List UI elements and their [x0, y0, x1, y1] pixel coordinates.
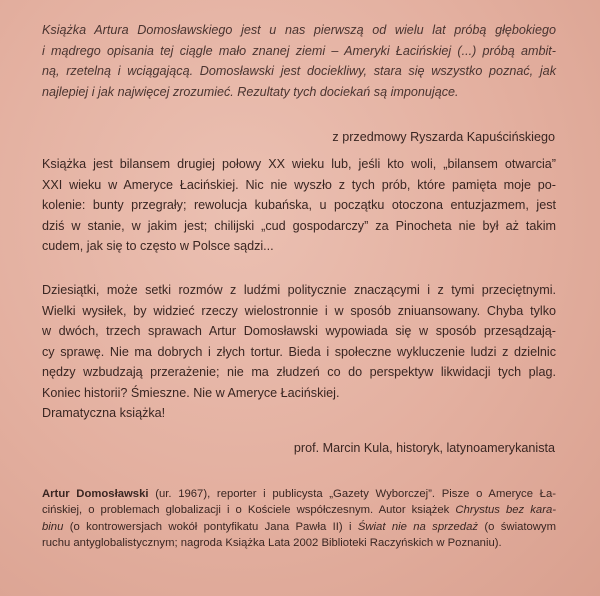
author-bio: [42, 486, 556, 551]
bio-line-3-end: (o światowym: [478, 520, 556, 533]
bio-line-1-text: (ur. 1967), reporter i publicysta „Gazety Wyborczej”. Pisze o Ameryce Ła-: [148, 488, 556, 500]
p1-line-3: kolenie: bunty przegrały; rewolucja kubańska, u początku otoczona entuzjazmem, jest: [42, 198, 556, 212]
quote-line-2: i mądrego opisania tej ciągle mało znanej ziemi – Ameryki Łacińskiej (...) próbą ambit-: [42, 43, 556, 58]
p1-line-5: cudem, jak się to często w Polsce sądzi...: [42, 239, 274, 253]
bio-line-3: [42, 519, 556, 535]
kula-signature: prof. Marcin Kula, historyk, latynoamerykanista: [293, 441, 555, 455]
bio-author-name: Artur Domosławski: [42, 488, 149, 500]
blurb-paragraph-2: [42, 280, 556, 424]
p2-line-7: Dramatyczna książka!: [42, 406, 166, 420]
p1-line-4: dziś w stanie, w jakim jest; chilijski „cud gospodarczy” za Pinocheta nie był aż takim: [42, 218, 556, 233]
bio-book-2: Świat nie na sprzedaż: [357, 520, 479, 533]
quote-attribution: z przedmowy Ryszarda Kapuścińskiego: [332, 130, 555, 144]
bio-line-2: [42, 502, 556, 518]
quote-line-1: Książka Artura Domosławskiego jest u nas pierwszą od wielu lat próbą głębokiego: [42, 23, 556, 37]
p2-line-3: w dwóch, trzech sprawach Artur Domosławski wypowiada się w sposób przesądzają-: [42, 324, 556, 338]
bio-line-4: ruchu antyglobalistycznym; nagroda Książka Lata 2002 Biblioteki Raczyńskich w Poznaniu).: [42, 536, 502, 549]
quote-line-3: ną, rzetelną i wciągającą. Domosławski jest dociekliwy, stara się wszystko poznać, jak: [42, 64, 556, 78]
p1-line-1: Książka jest bilansem drugiej połowy XX wieku lub, jeśli kto woli, „bilansem otwarcia”: [42, 157, 556, 171]
bio-book-1-part-a: Chrystus bez kara-: [455, 504, 556, 517]
blurb-paragraph-1: [42, 154, 556, 257]
p2-line-6: Koniec historii? Śmieszne. Nie w Ameryce Łacińskiej.: [42, 385, 340, 400]
bio-line-3-mid: (o kontrowersjach wokół pontyfikatu Jana Pawła II) i: [63, 520, 358, 533]
bio-line-2-text: cińskiej, o problemach globalizacji i o Kościele współczesnym. Autor książek: [42, 504, 456, 517]
bio-book-1-part-b: binu: [42, 520, 64, 533]
p2-line-1: Dziesiątki, może setki rozmów z ludźmi politycznie znaczącymi i z tymi przeciętnymi.: [42, 283, 556, 297]
p2-line-5: nędzy wzbudzają przerażenie; nie ma złudzeń co do perspektyw likwidacji tych plag.: [42, 365, 556, 379]
p2-line-4: cy sprawę. Nie ma dobrych i złych tortur. Bieda i społeczne wykluczenie ludzi z dzielnic: [42, 344, 556, 359]
quote-line-4: najlepiej i jak najwięcej zrozumieć. Rezultaty tych dociekań są imponujące.: [42, 84, 459, 99]
p1-line-2: XXI wieku w Ameryce Łacińskiej. Nic nie wyszło z tych prób, które pamięta moje po-: [42, 177, 556, 192]
kapuscinski-quote: [42, 20, 556, 102]
bio-line-1: [42, 486, 556, 502]
p2-line-2: Wielki wysiłek, by widzieć rzeczy wielostronnie i w sposób zniuansowany. Chyba tylko: [42, 303, 556, 318]
